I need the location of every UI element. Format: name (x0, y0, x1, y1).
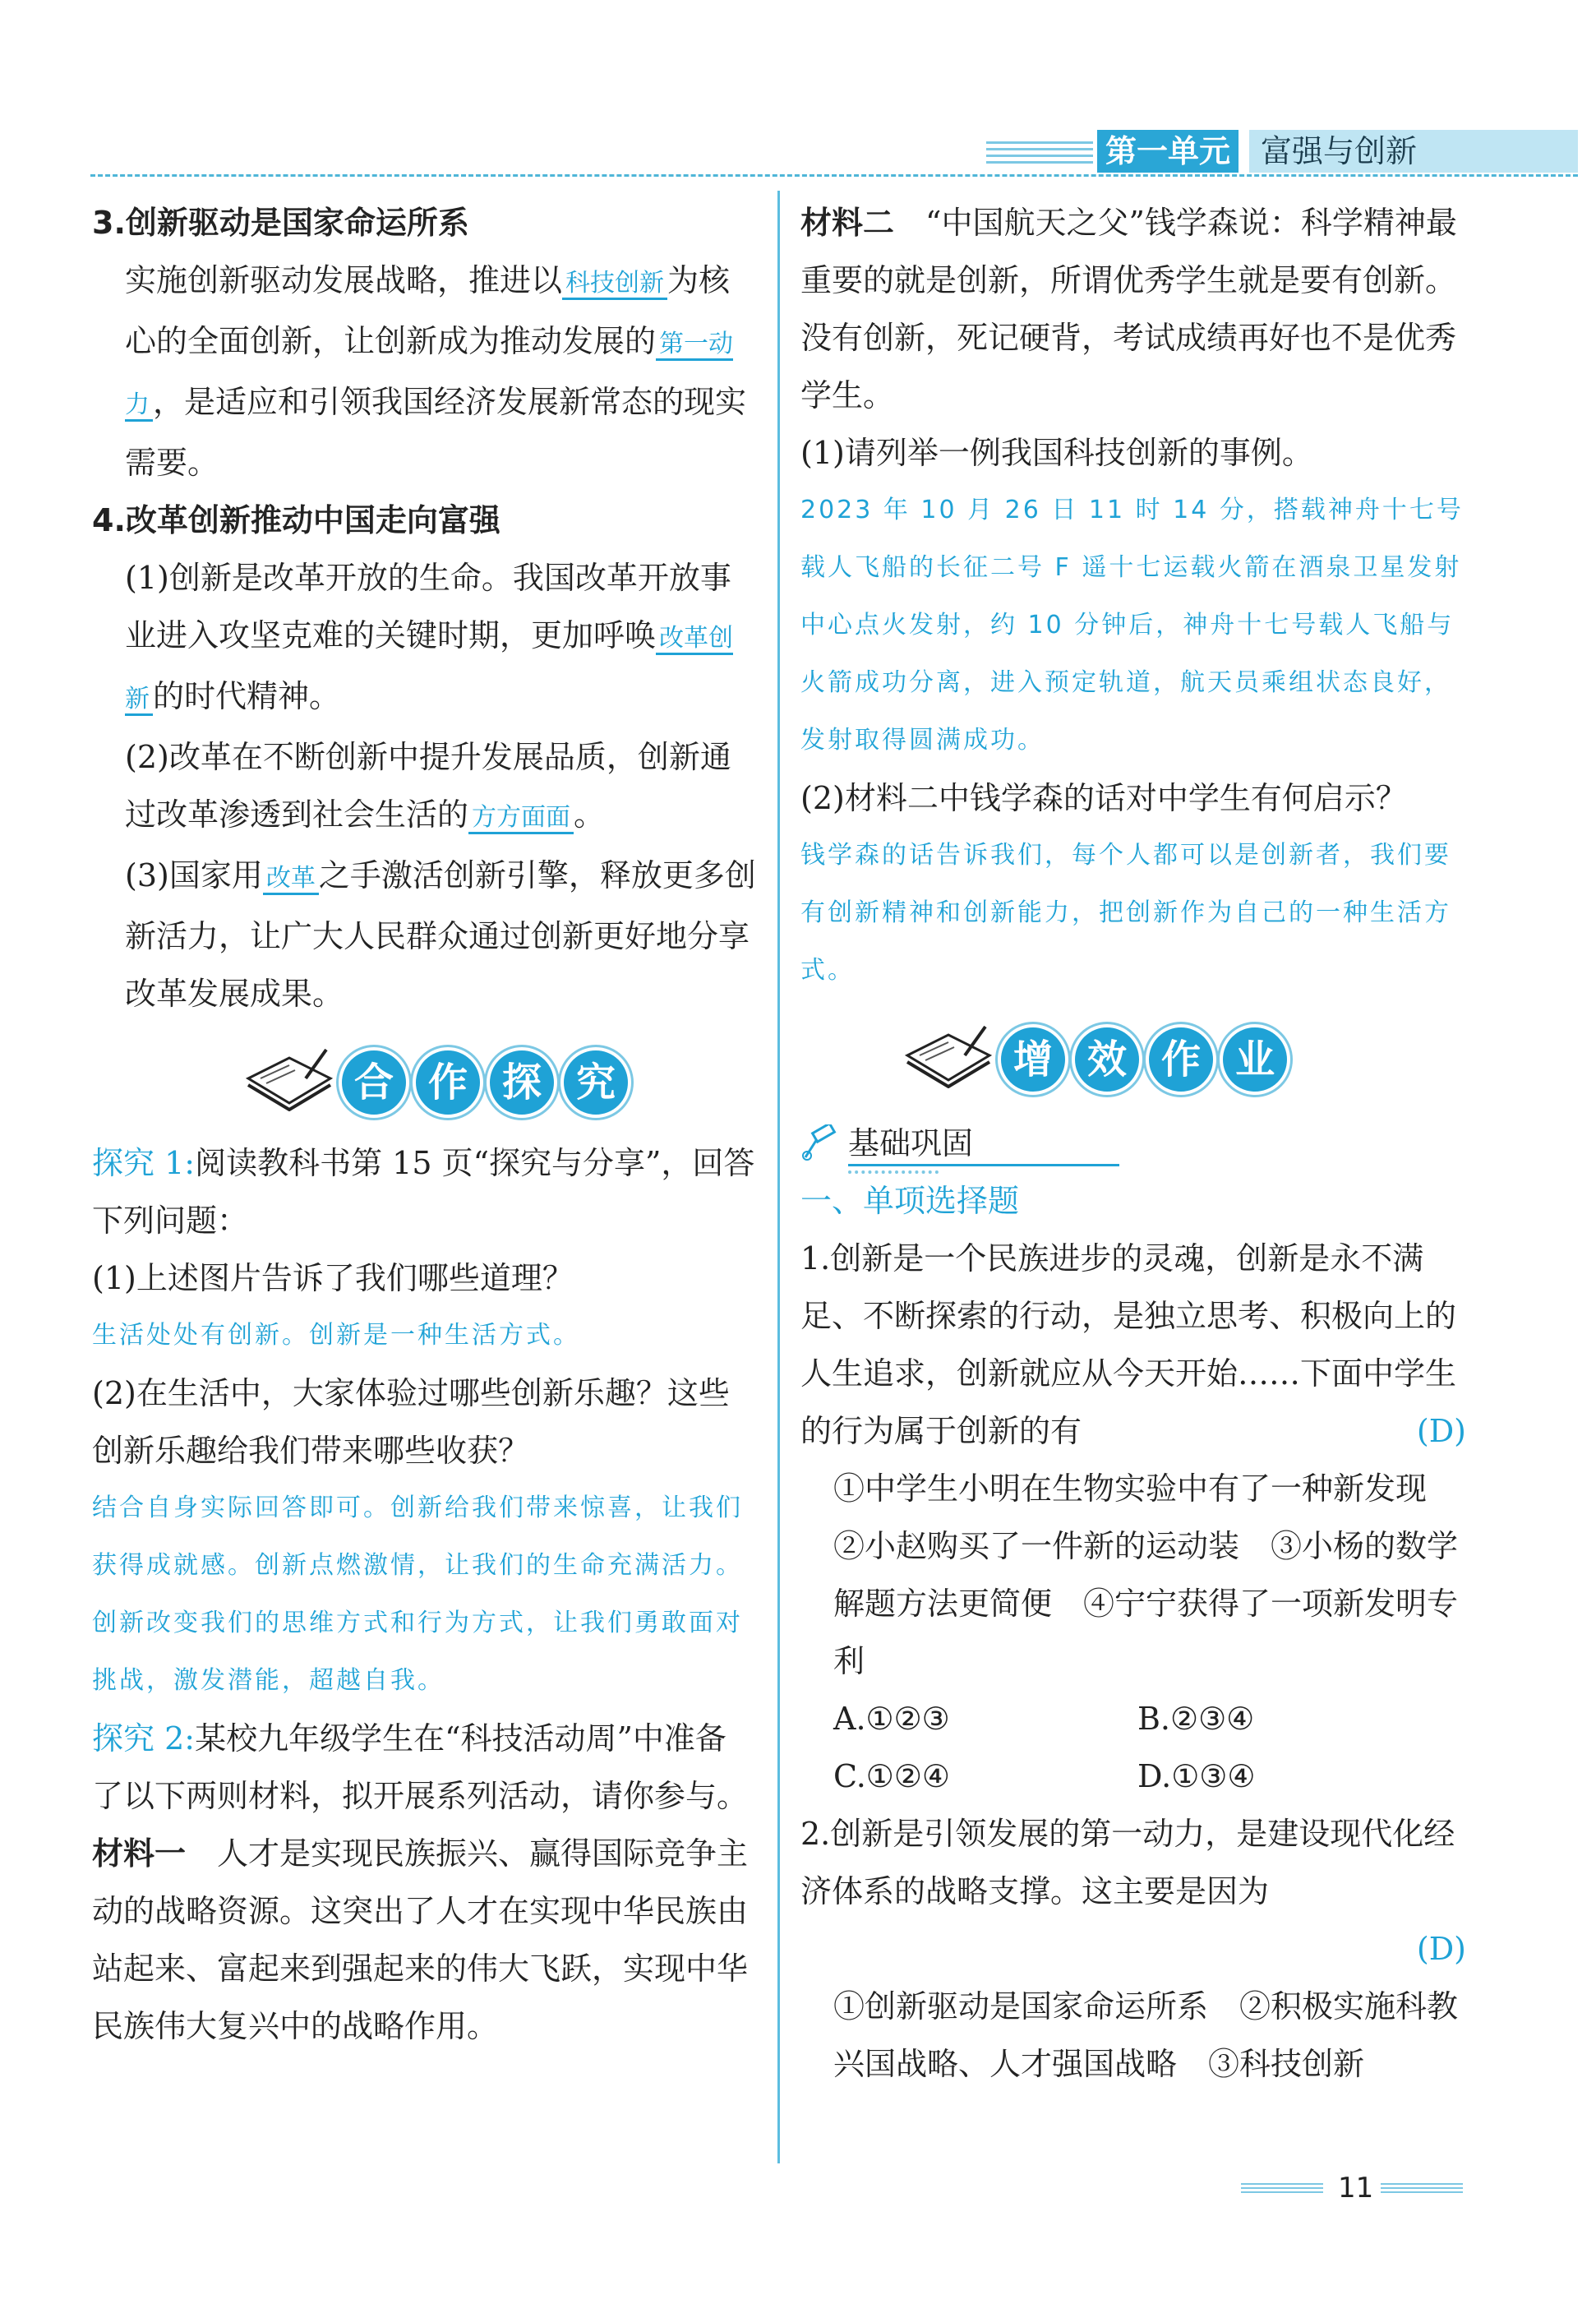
footer-decoration (1241, 2183, 1323, 2193)
header-rule (90, 174, 1578, 177)
text-run: 实施创新驱动发展战略，推进以 (125, 262, 563, 298)
right-column (800, 194, 1466, 2093)
footer-decoration (1381, 2183, 1463, 2193)
fill-answer: 第一动力 (125, 330, 733, 422)
banner-title (998, 1024, 1290, 1088)
text-run: 阅读教科书第 15 页“探究与分享”，回答下列问题： (92, 1145, 755, 1239)
subheading-rule (848, 1164, 1119, 1166)
question-1 (800, 1230, 1466, 1460)
option-a: A.①②③ (833, 1701, 950, 1737)
banner-char: 效 (1072, 1024, 1142, 1095)
text-run: (1)创新是改革开放的生命。我国改革开放事业进入攻坚克难的关键时期，更加呼唤 (125, 560, 731, 653)
inquiry-2 (92, 1710, 756, 1825)
question-1-options-row-2 (800, 1747, 1466, 1805)
banner-char: 究 (560, 1047, 631, 1118)
text-run: 的时代精神。 (153, 678, 341, 714)
text-run: “中国航天之父”钱学森说：科学精神最重要的就是创新，所谓优秀学生就是要有创新。没有创新，死记硬背，考试成绩再好也不是优秀学生。 (800, 205, 1457, 413)
text-run: 。 (574, 796, 606, 833)
fill-answer: 改革 (263, 864, 319, 895)
question-2-items: ①创新驱动是国家命运所系 ②积极实施科教兴国战略、人才强国战略 ③科技创新 (833, 1988, 1459, 2082)
header-decoration (986, 141, 1093, 166)
option-d: D.①③④ (1137, 1758, 1256, 1794)
inquiry-1-question-1: (1)上述图片告诉了我们哪些道理？ (92, 1260, 574, 1296)
text-run: (3)国家用 (125, 857, 263, 893)
material-answer-2: 钱学森的话告诉我们，每个人都可以是创新者，我们要有创新精神和创新能力，把创新作为自己的一种生活方式。 (800, 841, 1451, 985)
unit-theme: 富强与创新 (1249, 130, 1578, 173)
question-answer: (D) (1416, 1931, 1466, 1967)
section-title: 一、单项选择题 (800, 1183, 1020, 1219)
banner-char: 增 (998, 1024, 1068, 1095)
question-stem: 1.创新是一个民族进步的灵魂，创新是永不满足、不断探索的行动，是独立思考、积极向上的人生追求，创新就应从今天开始……下面中学生的行为属于创新的有 (800, 1240, 1457, 1449)
subheading-text: 基础巩固 (848, 1125, 974, 1161)
subheading-dots (848, 1170, 939, 1174)
hammer-icon (800, 1124, 837, 1161)
question-2-answer-line (800, 1920, 1466, 1978)
cooperation-banner (92, 1036, 756, 1126)
question-1-items: ①中学生小明在生物实验中有了一种新发现 ②小赵购买了一件新的运动装 ③小杨的数学解题方法更简便 ④宁宁获得了一项新发明专利 (833, 1470, 1459, 1679)
material-label: 材料一 (92, 1835, 187, 1872)
inquiry-label: 探究 2: (92, 1720, 196, 1757)
book-pen-icon (240, 1046, 339, 1111)
inquiry-1-answer-1: 生活处处有创新。创新是一种生活方式。 (92, 1321, 580, 1350)
fill-answer: 方方面面 (468, 803, 574, 834)
material-question-1: (1)请列举一例我国科技创新的事例。 (800, 435, 1313, 471)
material-answer-1: 2023 年 10 月 26 日 11 时 14 分，搭载神舟十七号载人飞船的长征二号 F 遥十七运载火箭在酒泉卫星发射中心点火发射，约 10 分钟后，神舟十七号载人飞船与火箭成功分离，进入预定轨道，航天员乘组状态良好，发射取得圆满成功。 (800, 496, 1464, 755)
section-3-text (92, 252, 756, 492)
homework-banner (800, 1013, 1466, 1103)
text-run: ，是适应和引领我国经济发展新常态的现实需要。 (125, 384, 747, 481)
material-1 (92, 1825, 756, 2055)
section-4-point-3 (92, 847, 756, 1023)
book-pen-icon (899, 1023, 998, 1088)
inquiry-1 (92, 1134, 756, 1249)
page-footer (1241, 2172, 1471, 2205)
inquiry-1-answer-2: 结合自身实际回答即可。创新给我们带来惊喜，让我们获得成就感。创新点燃激情，让我们的生命充满活力。创新改变我们的思维方式和行为方式，让我们勇敢面对挑战，激发潜能，超越自我。 (92, 1494, 743, 1695)
basics-subheading (800, 1115, 1466, 1172)
section-4-point-2 (92, 728, 756, 847)
material-label: 材料二 (800, 205, 895, 241)
material-2 (800, 194, 1466, 424)
banner-char: 合 (339, 1047, 409, 1118)
banner-char: 探 (487, 1047, 557, 1118)
question-1-options-row-1 (800, 1690, 1466, 1747)
banner-char: 作 (1146, 1024, 1216, 1095)
material-question-2: (2)材料二中钱学森的话对中学生有何启示？ (800, 780, 1407, 816)
fill-answer: 改革创新 (125, 624, 733, 716)
banner-char: 作 (413, 1047, 483, 1118)
section-3-title: 3.创新驱动是国家命运所系 (92, 205, 469, 241)
text-run: 为核心的全面创新，让创新成为推动发展的 (125, 262, 731, 359)
text-run: 某校九年级学生在“科技活动周”中准备了以下两则材料，拟开展系列活动，请你参与。 (92, 1720, 749, 1814)
fill-answer: 科技创新 (562, 269, 667, 300)
left-column (92, 194, 756, 2055)
text-run: 人才是实现民族振兴、赢得国际竞争主动的战略资源。这突出了人才在实现中华民族由站起来、富起来到强起来的伟大飞跃，实现中华民族伟大复兴中的战略作用。 (92, 1835, 749, 2044)
column-divider (777, 191, 780, 2163)
question-answer: (D) (1416, 1413, 1466, 1449)
page-number: 11 (1338, 2172, 1374, 2205)
banner-title (339, 1047, 631, 1111)
unit-label: 第一单元 (1097, 130, 1239, 173)
question-2 (800, 1805, 1466, 1920)
section-4-title: 4.改革创新推动中国走向富强 (92, 502, 500, 538)
section-4-point-1 (92, 549, 756, 728)
inquiry-1-question-2: (2)在生活中，大家体验过哪些创新乐趣？这些创新乐趣给我们带来哪些收获？ (92, 1375, 730, 1469)
question-stem: 2.创新是引领发展的第一动力，是建设现代化经济体系的战略支撑。这主要是因为 (800, 1816, 1455, 1909)
text-run: (2)改革在不断创新中提升发展品质，创新通过改革渗透到社会生活的 (125, 739, 731, 833)
inquiry-label: 探究 1: (92, 1145, 196, 1181)
banner-char: 业 (1220, 1024, 1290, 1095)
text-run: 之手激活创新引擎，释放更多创新活力，让广大人民群众通过创新更好地分享改革发展成果。 (125, 857, 756, 1012)
option-b: B.②③④ (1137, 1701, 1255, 1737)
option-c: C.①②④ (833, 1758, 950, 1794)
